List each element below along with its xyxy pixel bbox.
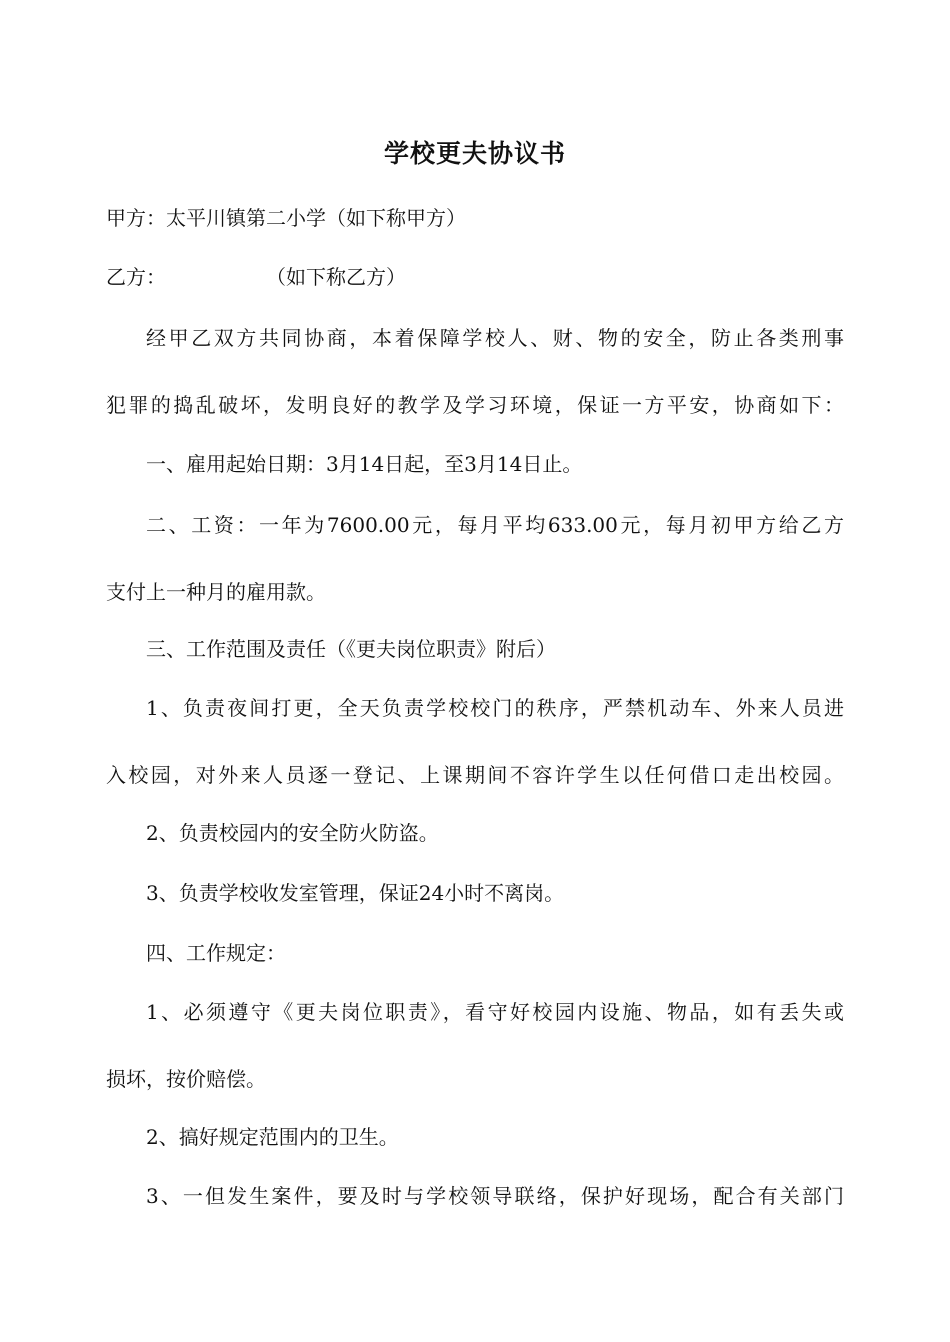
clause-scope-heading: 三、工作范围及责任（《更夫岗位职责》附后） [146,637,556,661]
party-b-label: 乙方： [106,265,166,289]
rules-item-1: 1、必须遵守《更夫岗位职责》，看守好校园内设施、物品，如有丢失或 [146,1000,844,1024]
rules-item-3: 3、一但发生案件，要及时与学校领导联络，保护好现场，配合有关部门 [146,1184,844,1208]
scope-item-3: 3、负责学校收发室管理，保证24小时不离岗。 [146,881,565,905]
rules-item-2: 2、搞好规定范围内的卫生。 [146,1125,399,1149]
rules-item-1-cont: 损坏，按价赔偿。 [106,1067,266,1091]
scope-item-2: 2、负责校园内的安全防火防盗。 [146,821,439,845]
scope-item-1-cont: 入校园，对外来人员逐一登记、上课期间不容许学生以任何借口走出校园。 [106,763,844,787]
scope-item-1: 1、负责夜间打更，全天负责学校校门的秩序，严禁机动车、外来人员进 [146,696,844,720]
clause-rules-heading: 四、工作规定： [146,941,286,965]
party-b-note: （如下称乙方） [266,265,406,289]
clause-salary-cont: 支付上一种月的雇用款。 [106,580,326,604]
party-a-line: 甲方：太平川镇第二小学（如下称甲方） [106,206,466,230]
clause-salary: 二、工资：一年为7600.00元，每月平均633.00元，每月初甲方给乙方 [146,513,844,537]
document-title: 学校更夫协议书 [383,139,566,168]
paragraph-line: 犯罪的捣乱破坏，发明良好的教学及学习环境，保证一方平安，协商如下： [106,393,844,417]
clause-employment-dates: 一、雇用起始日期：3月14日起，至3月14日止。 [146,452,583,476]
paragraph-line: 经甲乙双方共同协商，本着保障学校人、财、物的安全，防止各类刑事 [146,326,844,350]
